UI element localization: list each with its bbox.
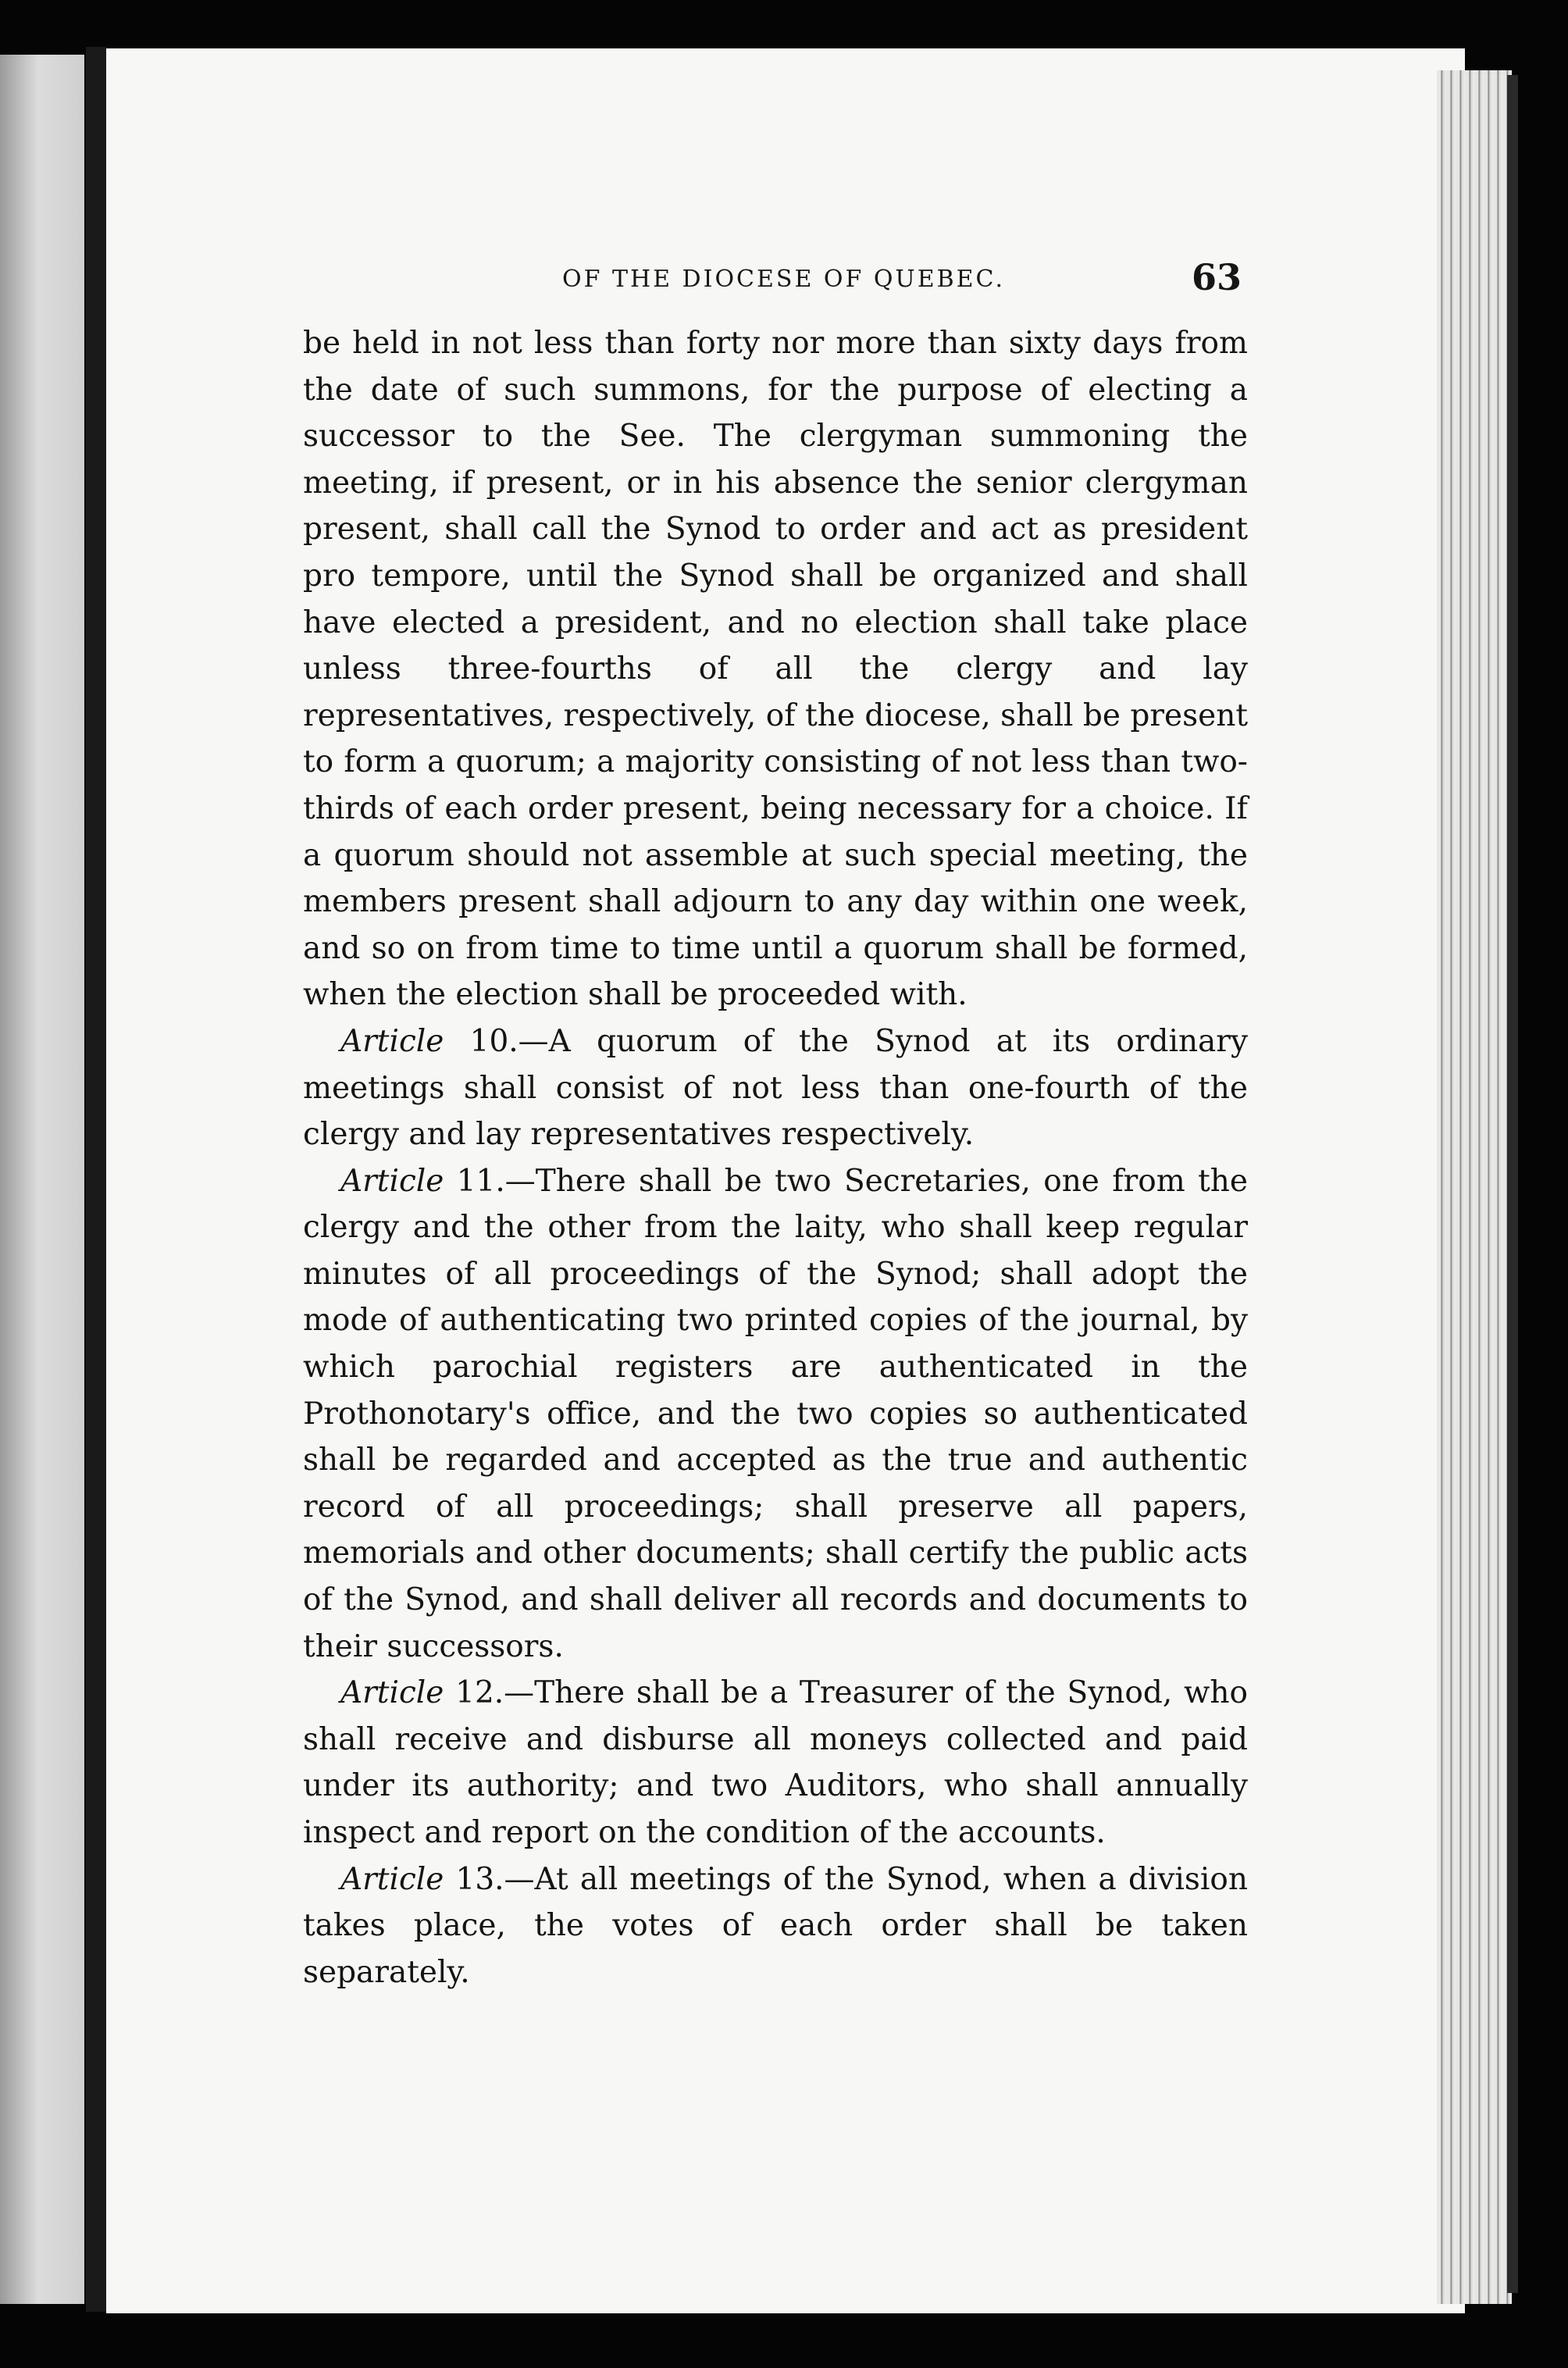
article-13 — [303, 1856, 1248, 1996]
article-label: Article — [340, 1163, 444, 1199]
paragraph-text: be held in not less than forty nor more than sixty days from the date of such summons, for the purpose of electing a successor to the See. The clergyman summoning the meeting, if present, or in his absence the senior clergyman present, shall call the Synod to order and act as president pro tempore, until the Synod shall be organized and shall have elected a president, and no election shall take place unless three-fourths of all the clergy and lay representatives, respectively, of the diocese, shall be present to form a quorum; a majority consisting of not less than two-thirds of each order present, being necessary for a choice. If a quorum should not assemble at such special meeting, the members present shall adjourn to any day within one week, and so on from time to time until a quorum shall be formed, when the election shall be proceeded with. — [303, 326, 1248, 1013]
article-text: 13.—At all meetings of the Synod, when a division takes place, the votes of each order shall be taken separately. — [303, 1861, 1248, 1990]
running-title: OF THE DIOCESE OF QUEBEC. — [562, 266, 1005, 293]
article-label: Article — [340, 1861, 444, 1897]
running-head — [297, 256, 1242, 300]
paragraph-continuation — [303, 320, 1248, 1018]
page-number: 63 — [1191, 256, 1242, 298]
page-fore-edge — [1437, 70, 1512, 2304]
article-label: Article — [340, 1675, 444, 1711]
article-text: 10.—A quorum of the Synod at its ordinary meetings shall consist of not less than one-fourth of the clergy and lay representatives respectively. — [303, 1023, 1248, 1153]
article-12 — [303, 1670, 1248, 1856]
facing-page-edge — [0, 55, 84, 2304]
binding-gutter — [86, 47, 106, 2312]
article-text: 12.—There shall be a Treasurer of the Synod, who shall receive and disburse all moneys collected and paid under its authority; and two Auditors, who shall annually inspect and report on the condition of the accounts. — [303, 1675, 1248, 1850]
fore-edge-shadow — [1507, 75, 1518, 2293]
body-text — [303, 320, 1248, 1995]
article-text: 11.—There shall be two Secretaries, one from the clergy and the other from the laity, who shall keep regular minutes of all proceedings of the Synod; shall adopt the mode of authenticating two printed copies of the journal, by which parochial registers are authenticated in the Prothonotary's office, and the two copies so authenticated shall be regarded and accepted as the true and authentic record of all proceedings; shall preserve all papers, memorials and other documents; shall certify the public acts of the Synod, and shall deliver all records and documents to their successors. — [303, 1163, 1248, 1664]
article-11 — [303, 1158, 1248, 1671]
article-10 — [303, 1018, 1248, 1158]
article-label: Article — [340, 1023, 444, 1059]
